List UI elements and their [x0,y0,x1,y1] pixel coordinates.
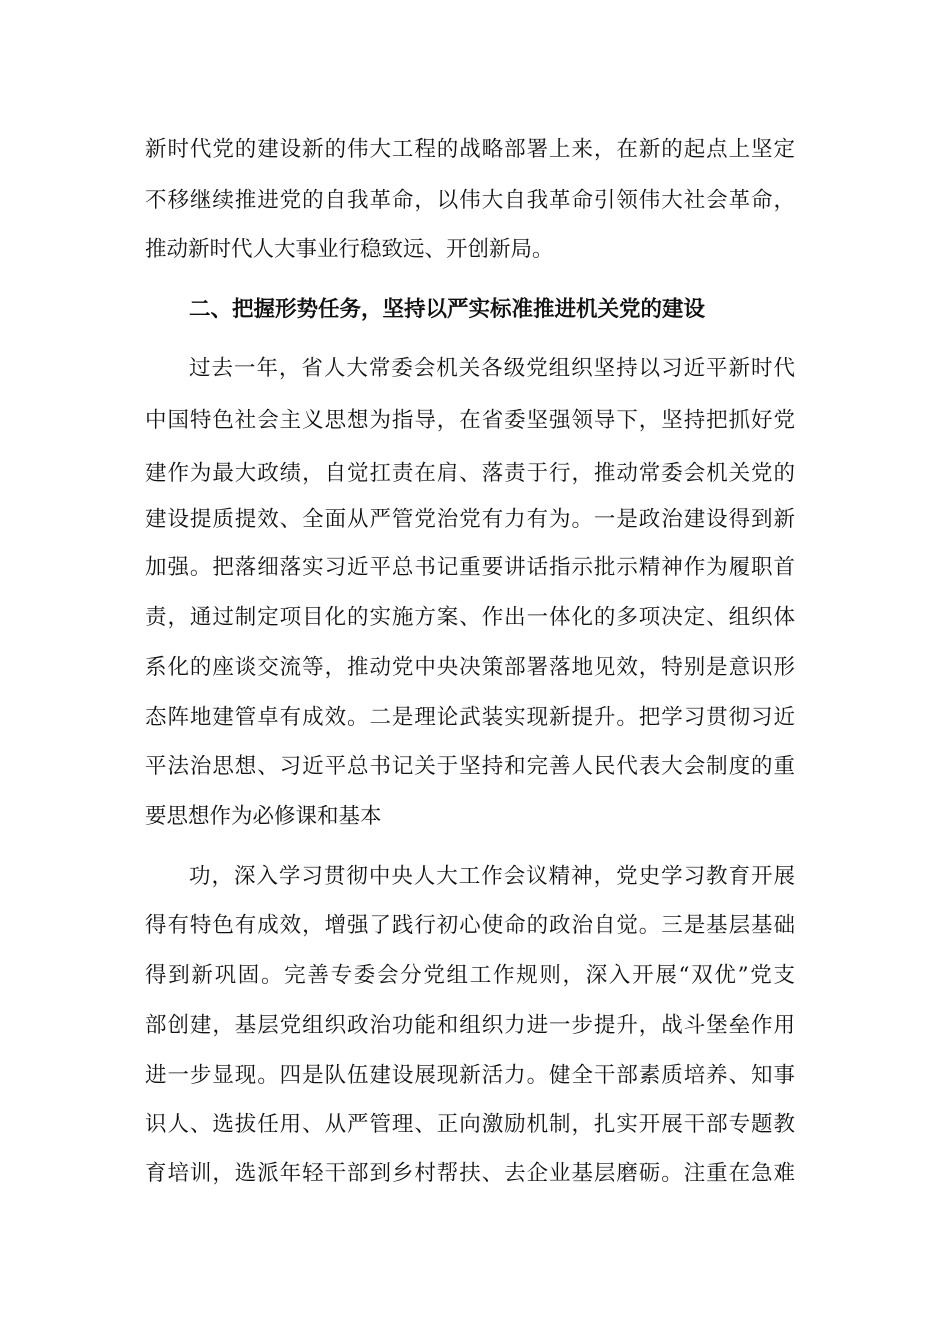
paragraph-line: 不移继续推进党的自我革命，以伟大自我革命引领伟大社会革命， [145,188,795,213]
paragraph-line: 功，深入学习贯彻中央人大工作会议精神，党史学习教育开展 [189,864,795,889]
paragraph-line: 推动新时代人大事业行稳致远、开创新局。 [145,237,554,262]
paragraph-line: 中国特色社会主义思想为指导，在省委坚强领导下，坚持把抓好党 [145,408,795,433]
paragraph-line: 要思想作为必修课和基本 [145,804,382,829]
section-heading: 二、把握形势任务，坚持以严实标准推进机关党的建设 [189,297,706,322]
paragraph-line: 加强。把落细落实习近平总书记重要讲话指示批示精神作为履职首 [145,555,795,580]
paragraph-line: 识人、选拔任用、从严管理、正向激励机制，扎实开展干部专题教 [145,1112,795,1137]
paragraph-line: 新时代党的建设新的伟大工程的战略部署上来，在新的起点上坚定 [145,137,795,162]
paragraph-line: 得到新巩固。完善专委会分党组工作规则，深入开展“双优”党支 [145,963,795,988]
paragraph-line: 进一步显现。四是队伍建设展现新活力。健全干部素质培养、知事 [145,1063,795,1088]
paragraph-line: 责，通过制定项目化的实施方案、作出一体化的多项决定、组织体 [145,605,795,630]
paragraph-line: 态阵地建管卓有成效。二是理论武装实现新提升。把学习贯彻习近 [145,705,795,730]
paragraph-line: 建作为最大政绩，自觉扛责在肩、落责于行，推动常委会机关党的 [145,461,795,486]
paragraph-line: 部创建，基层党组织政治功能和组织力进一步提升，战斗堡垒作用 [145,1013,795,1038]
paragraph-line: 建设提质提效、全面从严管党治党有力有为。一是政治建设得到新 [145,507,795,532]
paragraph-line: 平法治思想、习近平总书记关于坚持和完善人民代表大会制度的重 [145,754,795,779]
paragraph-line: 系化的座谈交流等，推动党中央决策部署落地见效，特别是意识形 [145,655,795,680]
paragraph-line: 过去一年，省人大常委会机关各级党组织坚持以习近平新时代 [189,356,795,381]
paragraph-line: 得有特色有成效，增强了践行初心使命的政治自觉。三是基层基础 [145,913,795,938]
paragraph-line: 育培训，选派年轻干部到乡村帮扶、去企业基层磨砺。注重在急难 [145,1161,795,1186]
